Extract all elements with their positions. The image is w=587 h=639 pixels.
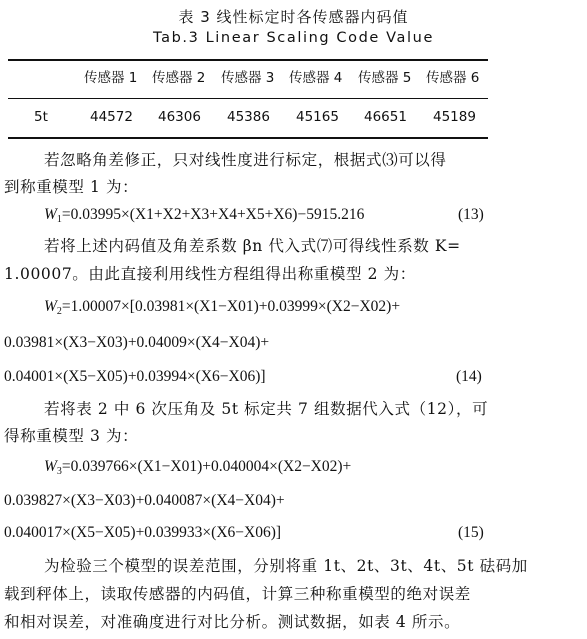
table-cell: 45386 (227, 109, 270, 125)
paragraph-line: 和相对误差，对准确度进行对比分析。测试数据，如表 4 所示。 (4, 613, 461, 631)
table-cell: 46651 (364, 109, 407, 125)
equation-subscript: 3 (56, 466, 62, 477)
table-cell: 45165 (296, 109, 339, 125)
equation-15-line-2: 0.039827×(X3−X03)+0.040087×(X4−X04)+ (4, 492, 285, 509)
equation-body: =1.00007×[0.03981×(X1−X01)+0.03999×(X2−X02)+ (61, 298, 401, 315)
table-header-cell: 传感器 2 (152, 70, 206, 86)
paragraph-line: 若将上述内码值及角差系数 βn 代入式⑺可得线性系数 K= (44, 237, 461, 255)
equation-subscript: 2 (56, 306, 62, 317)
equation-number: (14) (456, 368, 482, 385)
table-caption-english: Tab.3 Linear Scaling Code Value (153, 30, 434, 46)
table-cell: 5t (34, 109, 48, 125)
table-header-cell: 传感器 5 (358, 70, 412, 86)
table-cell: 45189 (433, 109, 476, 125)
equation-body: =0.039766×(X1−X01)+0.040004×(X2−X02)+ (61, 458, 352, 475)
equation-number: (15) (458, 524, 484, 541)
equation-variable: W (44, 298, 57, 315)
equation-variable: W (44, 206, 57, 223)
paragraph-line: 到称重模型 1 为： (4, 178, 139, 196)
equation-13 (44, 206, 364, 225)
table-header-cell: 传感器 4 (289, 70, 343, 86)
paragraph-line: 载到秤体上，读取传感器的内码值，计算三种称重模型的绝对误差 (4, 585, 471, 603)
equation-14-line-1 (44, 298, 400, 317)
equation-14-line-2: 0.03981×(X3−X03)+0.04009×(X4−X04)+ (4, 334, 270, 351)
equation-14-line-3: 0.04001×(X5−X05)+0.03994×(X6−X06)] (4, 368, 266, 385)
equation-body: =0.03995×(X1+X2+X3+X4+X5+X6)−5915.216 (61, 206, 365, 223)
paragraph-line: 为检验三个模型的误差范围，分别将重 1t、2t、3t、4t、5t 砝码加 (44, 557, 528, 575)
table-cell: 46306 (158, 109, 201, 125)
equation-15-line-1 (44, 458, 351, 477)
paragraph-line: 1.00007。由此直接利用线性方程组得出称重模型 2 为： (4, 265, 416, 283)
table-header-cell: 传感器 3 (221, 70, 275, 86)
paragraph-line: 得称重模型 3 为： (4, 427, 139, 445)
table-cell: 44572 (90, 109, 133, 125)
table-header-rule (8, 98, 488, 99)
equation-number: (13) (458, 206, 484, 223)
equation-variable: W (44, 458, 57, 475)
table-bottom-rule (8, 137, 488, 139)
equation-subscript: 1 (56, 214, 62, 225)
table-caption-chinese: 表 3 线性标定时各传感器内码值 (178, 8, 409, 26)
equation-15-line-3: 0.040017×(X5−X05)+0.039933×(X6−X06)] (4, 524, 282, 541)
table-top-rule (8, 59, 488, 61)
paragraph-line: 若忽略角差修正，只对线性度进行标定，根据式⑶可以得 (44, 151, 447, 169)
table-header-cell: 传感器 6 (426, 70, 480, 86)
paragraph-line: 若将表 2 中 6 次压角及 5t 标定共 7 组数据代入式（12），可 (44, 400, 489, 418)
table-header-cell: 传感器 1 (84, 70, 138, 86)
